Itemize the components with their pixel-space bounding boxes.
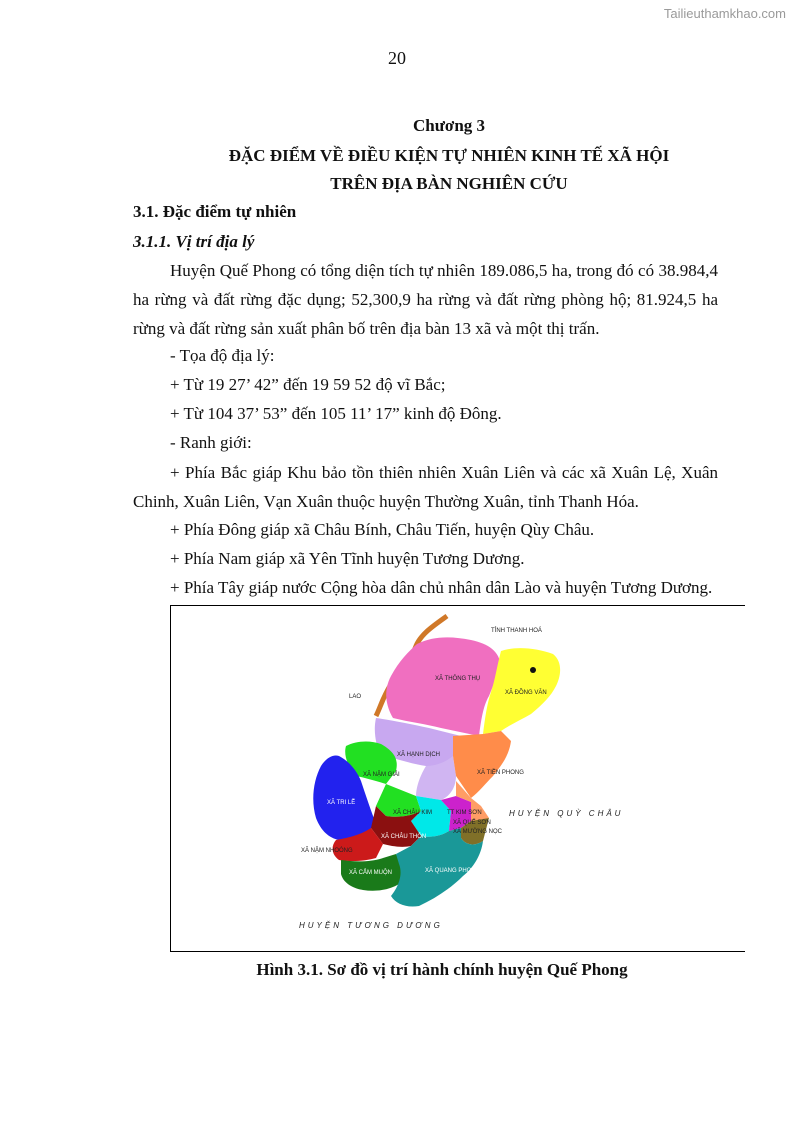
label-muong-noc: XÃ MƯỜNG NỌC [453,829,502,835]
label-quy-chau: HUYỆN QUỲ CHÂU [509,809,624,818]
section-heading: 3.1. Đặc điểm tự nhiên [133,202,297,221]
district-map [170,605,745,952]
coord-longitude: + Từ 104 37’ 53” đến 105 11’ 17” kinh độ Đông. [170,404,502,423]
label-chau-thon: XÃ CHÂU THÔN [381,834,427,840]
label-chau-kim: XÃ CHÂU KIM [393,810,433,816]
watermark: Tailieuthamkhao.com [663,6,786,21]
label-dong-van: XÃ ĐỒNG VĂN [505,690,547,696]
page-number: 20 [388,48,406,68]
label-tri-le: XÃ TRI LỄ [327,800,356,806]
label-kim-son: TT KIM SƠN [447,810,482,816]
chapter-label: Chương 3 [412,116,486,135]
label-thanh-hoa: TỈNH THANH HOÁ [491,628,542,634]
label-que-son: XÃ QUẾ SƠN [453,820,491,826]
label-lao: LAO [349,694,362,700]
coord-title: - Tọa độ địa lý: [170,346,275,365]
label-thong-thu: XÃ THÔNG THỤ [435,676,481,682]
border-south: + Phía Nam giáp xã Yên Tĩnh huyện Tương Dương. [170,549,525,568]
label-hanh-dich: XÃ HẠNH DỊCH [397,752,441,758]
coord-latitude: + Từ 19 27’ 42” đến 19 59 52 độ vĩ Bắc; [170,375,446,394]
chapter-title-line-1: ĐẶC ĐIỂM VỀ ĐIỀU KIỆN TỰ NHIÊN KINH TẾ XÃ HỘI [228,146,670,165]
town-marker [530,667,536,673]
subsection-heading: 3.1.1. Vị trí địa lý [133,232,255,251]
label-nam-nhoong: XÃ NẬM NHOÓNG [301,848,353,854]
figure-caption: Hình 3.1. Sơ đồ vị trí hành chính huyện Quế Phong [256,960,628,979]
label-nam-giai: XÃ NẬM GIẢI [363,772,400,778]
border-east: + Phía Đông giáp xã Châu Bính, Châu Tiến, huyện Qùy Châu. [170,520,595,539]
label-tuong-duong: HUYỆN TƯƠNG DƯƠNG [299,921,443,930]
border-west: + Phía Tây giáp nước Cộng hòa dân chủ nhân dân Lào và huyện Tương Dương. [170,578,713,597]
map-svg [171,606,745,951]
region-thong-thu [386,637,501,736]
label-tien-phong: XÃ TIỀN PHONG [477,770,524,776]
border-north: + Phía Bắc giáp Khu bảo tồn thiên nhiên Xuân Liên và các xã Xuân Lệ, Xuân Chinh, Xuân Liên, Vạn Xuân thuộc huyện Thường Xuân, tỉnh Thanh Hóa. [133,463,718,511]
label-quang-phong: XÃ QUANG PHONG [425,868,481,874]
border-title: - Ranh giới: [170,433,252,452]
intro-paragraph: Huyện Quế Phong có tổng diện tích tự nhiên 189.086,5 ha, trong đó có 38.984,4 ha rừng và đất rừng đặc dụng; 52,300,9 ha rừng và đất rừng phòng hộ; 81.924,5 ha rừng và đất rừng sản xuất phân bố trên địa bàn 13 xã và một thị trấn. [133,261,718,338]
label-cam-muon: XÃ CẮM MUỘN [349,870,393,876]
chapter-title-line-2: TRÊN ĐỊA BÀN NGHIÊN CỨU [330,174,568,193]
